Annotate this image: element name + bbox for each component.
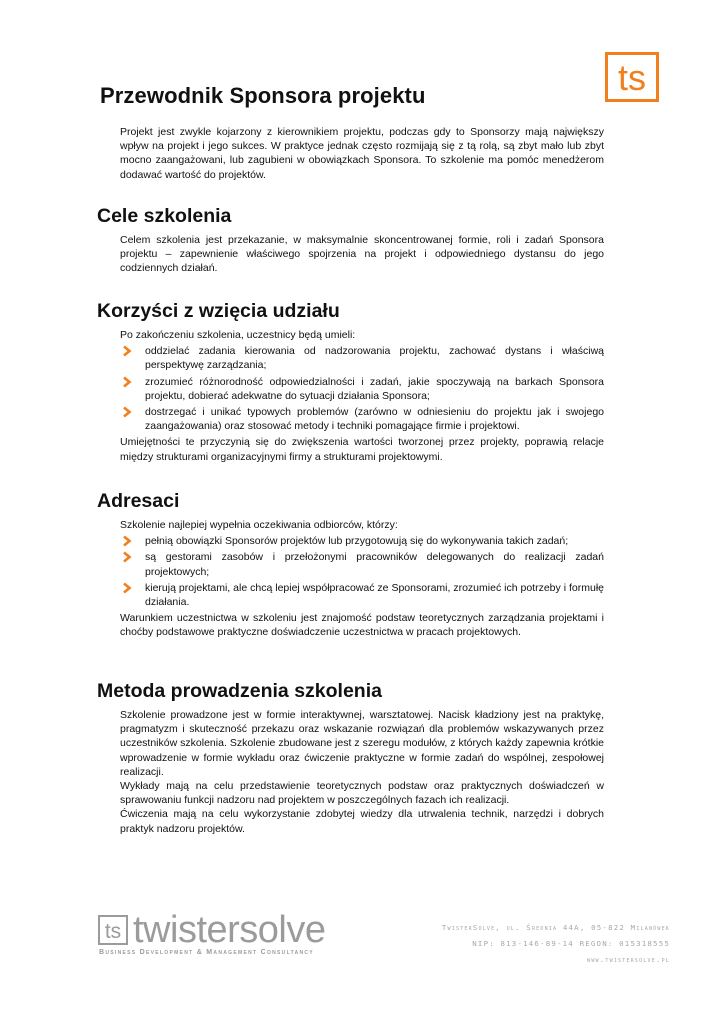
- chevron-right-icon: [122, 535, 132, 547]
- closing-paragraph: Warunkiem uczestnictwa w szkoleniu jest znajomość podstaw teoretycznych zarządzania projektami i choćby podstawowe praktyczne doświadczenie uczestnictwa w pracach projektowych.: [120, 612, 604, 639]
- page-title: Przewodnik Sponsora projektu: [100, 83, 426, 108]
- list-item-text: oddzielać zadania kierowania od nadzorowania projektu, zachować dystans i właściwą perspektywę zarządzania;: [145, 345, 604, 372]
- section-body-benefits: [120, 328, 604, 464]
- section-heading-benefits: Korzyści z wzięcia udziału: [97, 300, 340, 322]
- section-body-goals: [120, 233, 604, 276]
- list-item: [145, 550, 604, 578]
- intro-block: [120, 125, 604, 182]
- chevron-right-icon: [122, 406, 132, 418]
- intro-paragraph: Projekt jest zwykle kojarzony z kierownikiem projektu, podczas gdy to Sponsorzy mają największy wpływ na projekt i jego sukces. W praktyce jednak często rozmijają się z tą rolą, są zbyt mało lub zbyt mocno zaangażowani, lub zagubieni w obowiązkach Sponsora. To szkolenie ma pomóc menedżerom dodawać wartość do projektów.: [120, 126, 604, 181]
- list-item-text: kierują projektami, ale chcą lepiej współpracować ze Sponsorami, zrozumieć ich potrzeby i formułę działania.: [145, 581, 604, 609]
- lead-text: Po zakończeniu szkolenia, uczestnicy będą umieli:: [120, 329, 356, 341]
- list-item: [145, 344, 604, 372]
- chevron-right-icon: [122, 345, 132, 357]
- section-body-audience: [120, 518, 604, 640]
- footer-brand-name: twistersolve: [133, 909, 326, 951]
- paragraph: Szkolenie prowadzone jest w formie interaktywnej, warsztatowej. Nacisk kładziony jest na praktykę, pragmatyzm i skuteczność przekazu oraz wskazanie rozwiązań dla problemów wskazywanych przez uczestników szkolenia. Szkolenie zbudowane jest z szeregu modułów, z których każdy zapewnia krótkie wprowadzenie w formie wykładu oraz ćwiczenie praktyczne w formie zadań do wspólnej, zespołowej realizacji.: [120, 709, 604, 778]
- chevron-right-icon: [122, 582, 132, 594]
- list-item-text: są gestorami zasobów i przełożonymi pracowników delegowanych do realizacji zadań projektowych;: [145, 551, 604, 578]
- paragraph: Celem szkolenia jest przekazanie, w maksymalnie skoncentrowanej formie, roli i zadań Sponsora projektu – zapewnienie właściwego spojrzenia na projekt i odpowiedniego dystansu do jego codziennych działań.: [120, 234, 604, 275]
- footer-address: TwisterSolve, ul. Średnia 44A, 05-822 Milanówek: [441, 923, 670, 932]
- paragraph: Wykłady mają na celu przedstawienie teoretycznych podstaw oraz praktycznych doświadczeń w sprawowaniu funkcji nadzoru nad projektem w poszczególnych fazach ich realizacji.: [120, 780, 604, 807]
- list-item: [145, 581, 604, 609]
- paragraph: Ćwiczenia mają na celu wykorzystanie zdobytej wiedzy dla utrwalenia technik, narzędzi i dobrych praktyk nadzoru projektów.: [120, 808, 604, 835]
- svg-text:ts: ts: [104, 920, 122, 943]
- footer-tagline: Business Development & Management Consultancy: [99, 949, 314, 956]
- chevron-right-icon: [122, 551, 132, 563]
- benefits-list: [120, 344, 604, 433]
- ts-logo-icon: [98, 915, 128, 945]
- list-item-text: dostrzegać i unikać typowych problemów (zarówno w odniesieniu do projektu jak i swojego zaangażowania) oraz stosować metody i techniki pomagające firmie i projektowi.: [145, 406, 604, 433]
- ts-logo-icon: [605, 52, 659, 102]
- closing-paragraph: Umiejętności te przyczynią się do zwiększenia wartości tworzonej przez projekty, poprawią relacje między strukturami organizacyjnymi firmy a strukturami projektowymi.: [120, 436, 604, 463]
- section-heading-audience: Adresaci: [97, 490, 180, 512]
- list-item: [145, 534, 604, 548]
- list-item-text: pełnią obowiązki Sponsorów projektów lub przygotowują się do wykonywania takich zadań;: [145, 535, 569, 548]
- section-heading-method: Metoda prowadzenia szkolenia: [97, 680, 382, 702]
- section-heading-goals: Cele szkolenia: [97, 205, 232, 227]
- footer-ids: NIP: 813-146-89-14 REGON: 015318555: [472, 939, 670, 948]
- footer-website: www.twistersolve.pl: [587, 955, 670, 964]
- audience-list: [120, 534, 604, 609]
- lead-text: Szkolenie najlepiej wypełnia oczekiwania odbiorców, którzy:: [120, 519, 398, 531]
- section-body-method: [120, 708, 604, 836]
- list-item: [145, 405, 604, 433]
- svg-text:ts: ts: [617, 57, 647, 98]
- list-item-text: zrozumieć różnorodność odpowiedzialności i zadań, jakie spoczywają na barkach Sponsora projektu, dobierać adekwatne do sytuacji działania Sponsora;: [145, 375, 604, 402]
- list-item: [145, 375, 604, 403]
- chevron-right-icon: [122, 376, 132, 388]
- footer-contact: [400, 920, 670, 968]
